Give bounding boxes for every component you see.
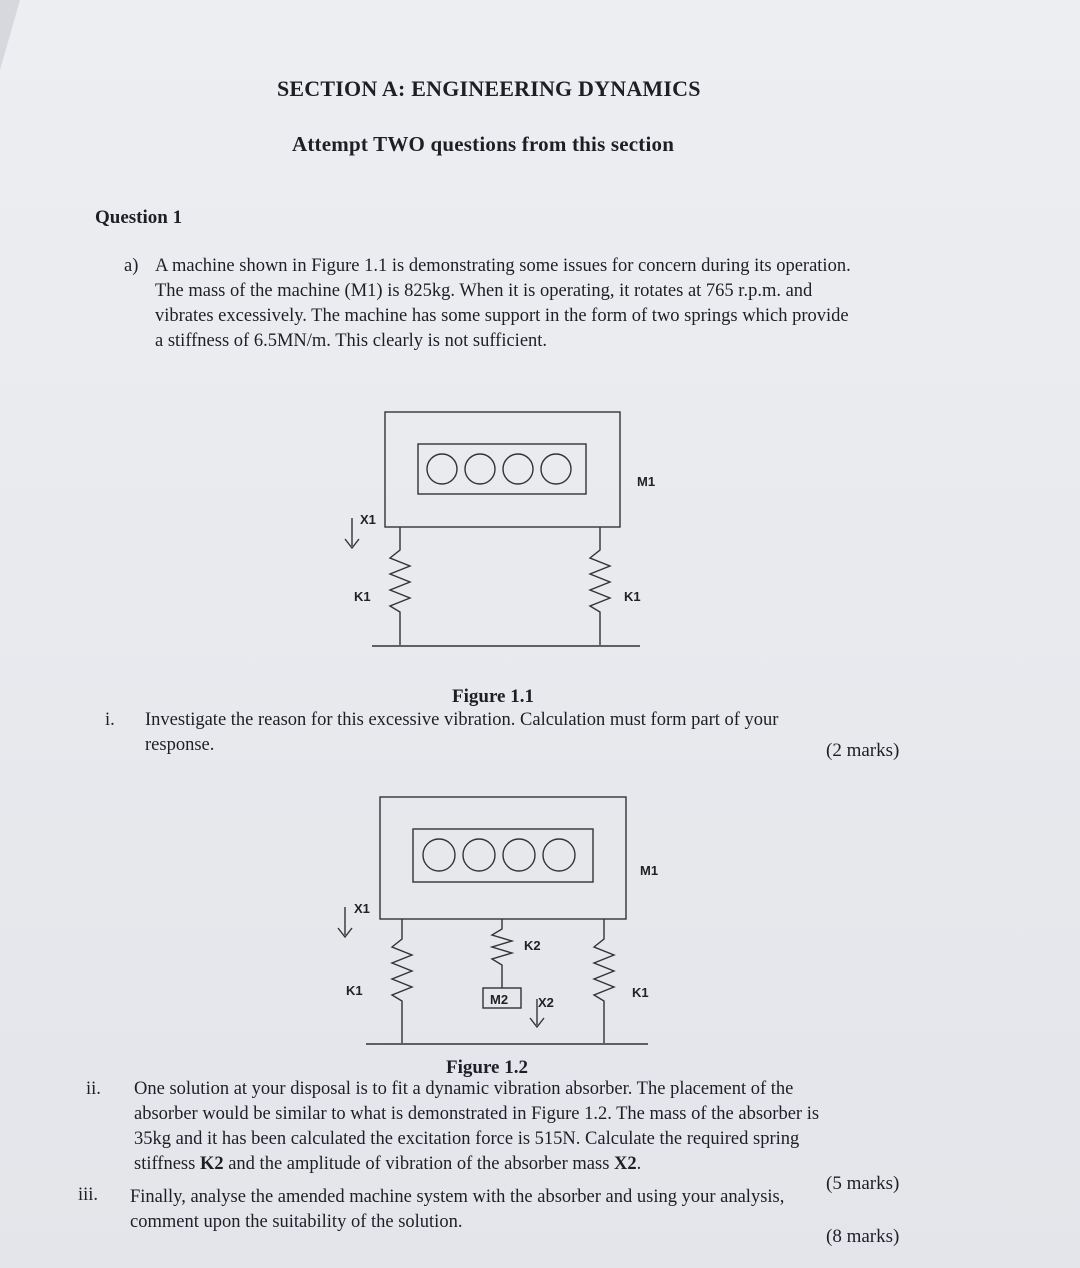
sub-ii-label: ii. <box>86 1079 101 1099</box>
figure-1-1-diagram <box>330 400 660 660</box>
part-a-line: The mass of the machine (M1) is 825kg. When it is operating, it rotates at 765 r.p.m. and <box>155 281 813 301</box>
label-x1: X1 <box>354 901 370 916</box>
sub-i-marks: (2 marks) <box>826 740 900 761</box>
part-a-label: a) <box>124 256 139 276</box>
sub-i-line: response. <box>145 735 215 755</box>
sub-ii-last-pre: stiffness <box>134 1154 200 1174</box>
label-m1: M1 <box>640 863 659 878</box>
spring-k1-right <box>590 527 610 645</box>
label-k1-right: K1 <box>624 589 641 604</box>
rotor-circle <box>463 839 495 871</box>
sub-ii-marks: (5 marks) <box>826 1173 900 1194</box>
sub-i-label: i. <box>105 710 115 730</box>
sub-ii-k2: K2 <box>199 1154 224 1174</box>
figure-1-1-caption: Figure 1.1 <box>452 686 534 707</box>
figure-1-2-caption: Figure 1.2 <box>446 1057 528 1078</box>
label-k1-left: K1 <box>346 983 363 998</box>
label-m2: M2 <box>490 992 509 1007</box>
figure-1-2-diagram <box>330 785 670 1055</box>
label-m1: M1 <box>637 474 656 489</box>
spring-k1-right <box>594 919 614 1043</box>
rotor-circle <box>427 454 457 484</box>
label-k1-left: K1 <box>354 589 371 604</box>
spring-k2-absorber <box>492 919 512 988</box>
sub-ii-line: One solution at your disposal is to fit a dynamic vibration absorber. The placement of the <box>134 1079 794 1099</box>
sub-iii-marks: (8 marks) <box>826 1226 900 1247</box>
part-a-line: A machine shown in Figure 1.1 is demonstrating some issues for concern during its operation. <box>155 256 851 276</box>
sub-iii-label: iii. <box>78 1185 99 1205</box>
page-corner-shadow <box>0 0 20 70</box>
sub-iii-line: comment upon the suitability of the solution. <box>130 1212 463 1232</box>
sub-ii-line: 35kg and it has been calculated the excitation force is 515N. Calculate the required spring <box>134 1129 800 1149</box>
label-x1: X1 <box>360 512 376 527</box>
rotor-circle <box>503 454 533 484</box>
sub-ii-line: absorber would be similar to what is demonstrated in Figure 1.2. The mass of the absorber is <box>134 1104 820 1124</box>
sub-iii-line: Finally, analyse the amended machine system with the absorber and using your analysis, <box>130 1187 785 1207</box>
part-a-text <box>155 254 930 354</box>
part-a-line: vibrates excessively. The machine has some support in the form of two springs which provide <box>155 306 849 326</box>
sub-ii-last-post: . <box>636 1154 642 1174</box>
section-instruction: Attempt TWO questions from this section <box>292 132 675 156</box>
rotor-circle <box>465 454 495 484</box>
part-a-line: a stiffness of 6.5MN/m. This clearly is not sufficient. <box>155 331 548 351</box>
sub-ii-text <box>134 1077 924 1177</box>
sub-ii-last-mid: and the amplitude of vibration of the absorber mass <box>223 1154 615 1174</box>
sub-ii-x2: X2 <box>614 1154 637 1174</box>
spring-k1-left <box>390 527 410 645</box>
sub-i-line: Investigate the reason for this excessive vibration. Calculation must form part of your <box>145 710 779 730</box>
machine-panel <box>418 444 586 494</box>
rotor-circle <box>541 454 571 484</box>
question-title: Question 1 <box>95 207 183 228</box>
rotor-circle <box>543 839 575 871</box>
label-x2: X2 <box>538 995 554 1010</box>
rotor-circle <box>423 839 455 871</box>
label-k2: K2 <box>524 938 541 953</box>
section-title: SECTION A: ENGINEERING DYNAMICS <box>277 76 701 101</box>
label-k1-right: K1 <box>632 985 649 1000</box>
rotor-circle <box>503 839 535 871</box>
spring-k1-left <box>392 919 412 1043</box>
sub-ii-line <box>134 1152 924 1177</box>
